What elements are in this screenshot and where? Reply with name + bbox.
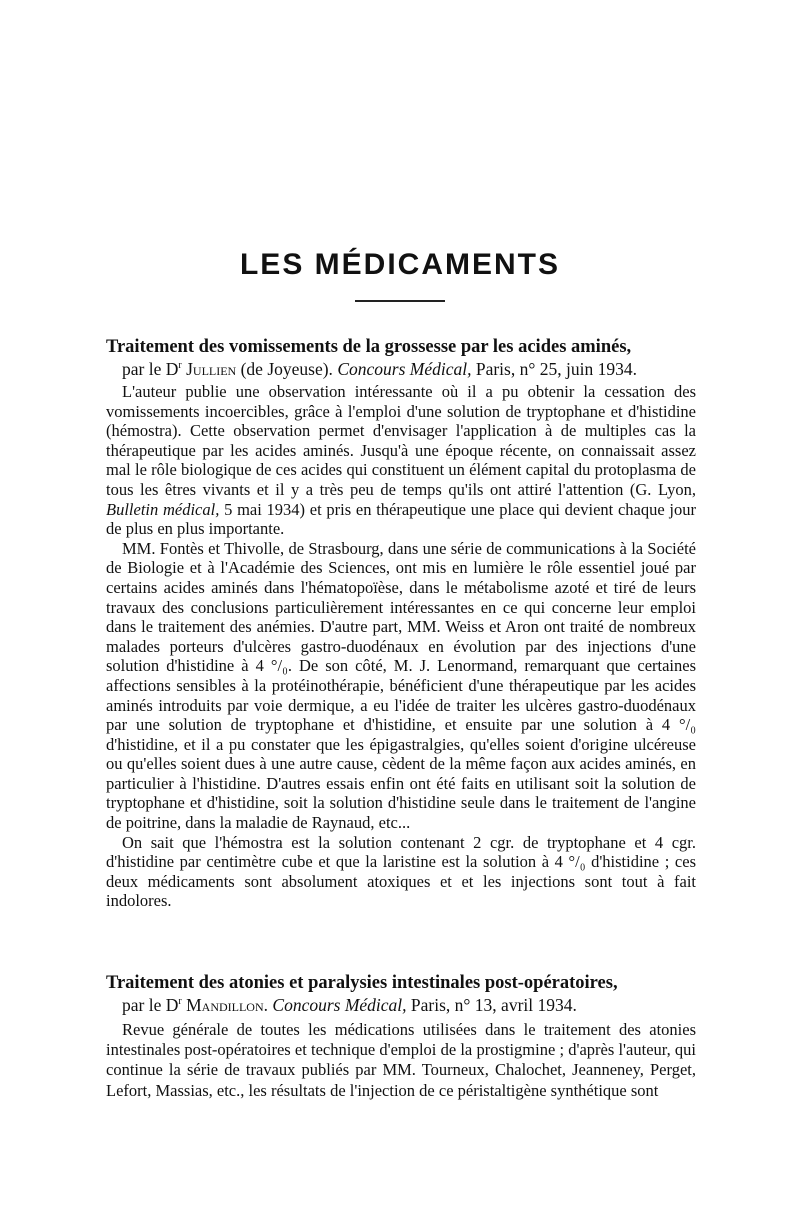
paragraph-italic: Bulletin médical, bbox=[106, 499, 220, 519]
byline-author: Mandillon bbox=[186, 995, 264, 1015]
byline-par: par le D bbox=[122, 359, 179, 379]
article-heading: Traitement des atonies et paralysies intestinales post-opératoires, bbox=[106, 973, 618, 993]
paragraph bbox=[106, 1020, 696, 1101]
article-atonies bbox=[106, 972, 696, 1101]
article-heading: Traitement des vomissements de la grossesse par les acides aminés, bbox=[106, 337, 632, 357]
byline-source: Concours Médical, bbox=[337, 359, 472, 379]
paragraph-text: L'auteur publie une observation intéressante où il a pu obtenir la cessation des vomissements incoercibles, grâce à l'emploi d'une solution de tryptophane et d'histidine (hémostra). Cette observation permet d'envisager l'application à de multiples cas la thérapeutique par les acides aminés. Jusqu'à une époque récente, on connaissait assez mal le rôle biologique de ces acides qui constituent un élément capital du protoplasma de tous les êtres vivants et il y a très peu de temps qu'ils ont attiré l'attention (G. Lyon, bbox=[106, 382, 696, 499]
title-divider bbox=[355, 300, 445, 302]
byline-affiliation: (de Joyeuse). bbox=[236, 359, 338, 379]
paragraph bbox=[106, 539, 696, 833]
paragraph-text-after: 5 mai 1934) et pris en thérapeutique une place qui devient chaque jour de plus en plus importante. bbox=[106, 499, 696, 539]
paragraph bbox=[106, 382, 696, 539]
byline-author: Jullien bbox=[186, 359, 237, 379]
byline-details: Paris, n° 13, avril 1934. bbox=[406, 995, 577, 1015]
byline-dr-sup: r bbox=[178, 996, 182, 1008]
byline-dr-sup: r bbox=[178, 360, 182, 372]
byline-par: par le D bbox=[122, 995, 179, 1015]
byline-affiliation: . bbox=[263, 995, 273, 1015]
paragraph-text: On sait que l'hémostra est la solution contenant 2 cgr. de tryptophane et 4 cgr. d'histidine par centimètre cube et que la laristine est la solution à 4 °/₀ d'histidine ; ces deux médicaments sont absolument atoxiques et et les injections sont tout à fait indolores. bbox=[106, 832, 696, 911]
page-title: LES MÉDICAMENTS bbox=[239, 248, 560, 281]
paragraph bbox=[106, 833, 696, 911]
article-vomissements bbox=[106, 336, 696, 911]
paragraph-text: Revue générale de toutes les médications utilisées dans le traitement des atonies intestinales post-opératoires et technique d'emploi de la prostigmine ; d'après l'auteur, qui continue la série de travaux publiés par MM. Tourneux, Chalochet, Jeanneney, Perget, Lefort, Massias, etc., les résultats de l'injection de ce péristaltigène synthétique sont bbox=[106, 1020, 696, 1100]
article-body bbox=[106, 1020, 696, 1101]
byline-details: Paris, n° 25, juin 1934. bbox=[471, 359, 637, 379]
byline-source: Concours Médical, bbox=[272, 995, 407, 1015]
article-body bbox=[106, 382, 696, 911]
paragraph-text: MM. Fontès et Thivolle, de Strasbourg, dans une série de communications à la Société de Biologie et à l'Académie des Sciences, ont mis en lumière le rôle essentiel joué par certains acides aminés dans l'hématopoïèse, dans le métabolisme azoté et tiré de leurs travaux des conclusions particulièrement intéressantes en ce qui concerne leur emploi dans le traitement des anémies. D'autre part, MM. Weiss et Aron ont traité de nombreux malades porteurs d'ulcères gastro-duodénaux en évolution par des injections d'une solution d'histidine à 4 °/₀. De son côté, M. J. Lenormand, remarquant que certaines affections sensibles à la protéinothérapie, bénéficient d'une thérapeutique par les acides aminés introduits par voie dermique, a eu l'idée de traiter les ulcères gastro-duodénaux par une solution de tryptophane et d'histidine, et ensuite par une solution à 4 °/₀ d'histidine, et il a pu constater que les épigastralgies, qu'elles soient d'origine ulcéreuse ou qu'elles soient dues à une autre cause, cèdent de la même façon aux acides aminés, en particulier à l'histidine. D'autres essais enfin ont été faits en utilisant soit la solution de tryptophane et d'histidine, soit la solution d'histidine seule dans le traitement de l'angine de poitrine, dans la maladie de Raynaud, etc... bbox=[106, 538, 696, 833]
article-byline bbox=[106, 358, 696, 380]
article-byline bbox=[106, 994, 696, 1016]
